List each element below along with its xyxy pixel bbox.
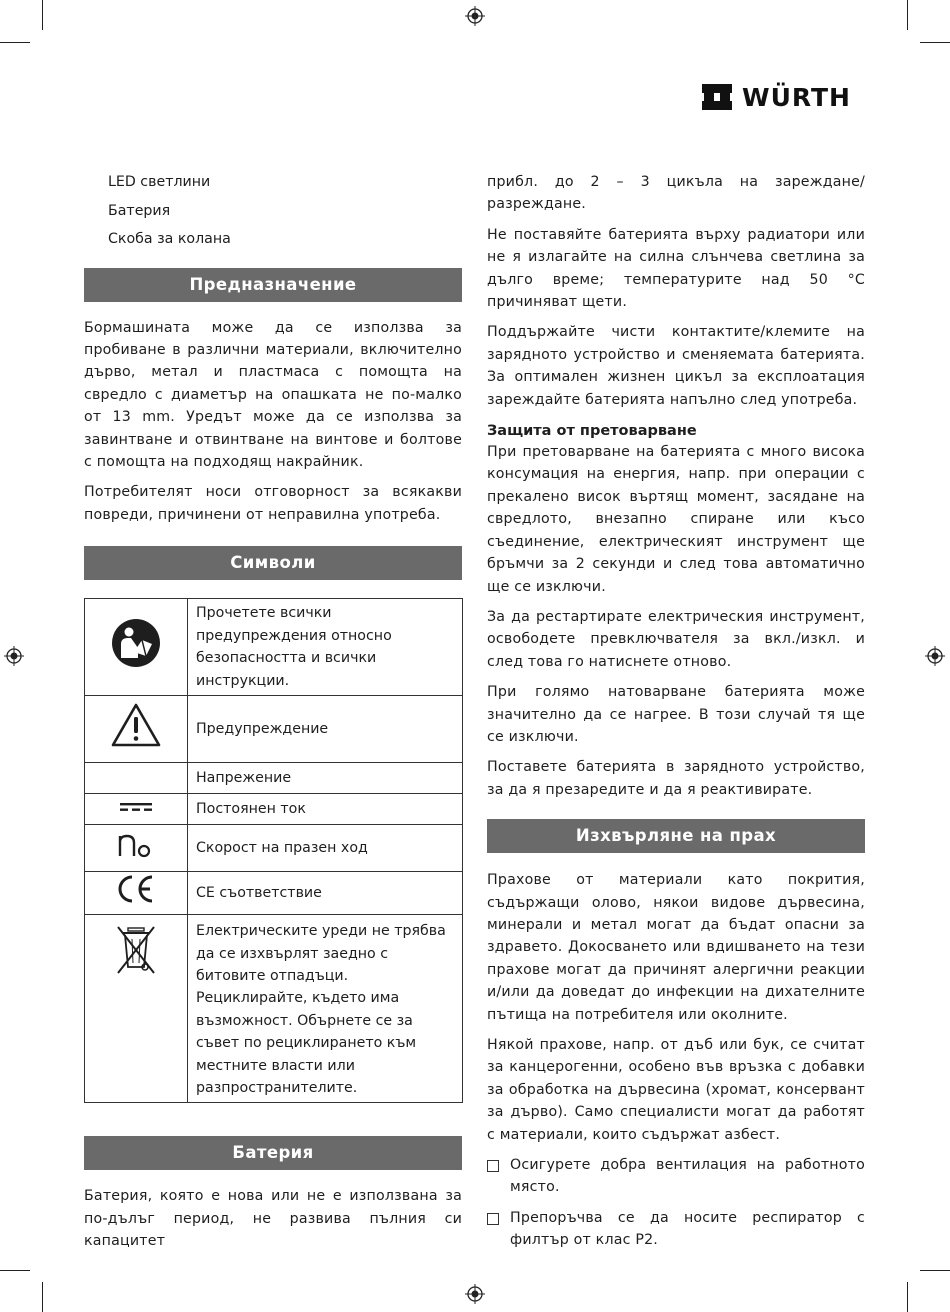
logo-text: WÜRTH — [742, 82, 851, 112]
symbol-description: Предупреждение — [188, 696, 463, 763]
symbol-cell — [85, 872, 188, 915]
responsibility-paragraph: Потребителят носи отговорност за всякакви повреди, причинени от неправилна употреба. — [84, 484, 462, 523]
symbol-description: Прочетете всички предупреждения относно безопасността и всички инструкции. — [188, 599, 463, 696]
battery-contacts-paragraph: Поддържайте чисти контактите/клемите на зарядното устройство и сменяемата батерията. За оптимален жизнен цикъл за експлоатация зареждайте батерията напълно след употреба. — [487, 324, 865, 408]
brand-logo — [700, 80, 851, 114]
list-item — [487, 1207, 865, 1252]
symbol-cell — [85, 915, 188, 1103]
symbols-table — [84, 598, 463, 1103]
ce-mark-icon — [115, 874, 157, 904]
section-heading-symbols: Символи — [84, 546, 462, 580]
table-row — [85, 872, 463, 915]
crop-mark — [907, 0, 908, 30]
checklist-text: Препоръчва се да носите респиратор с филтър от клас P2. — [510, 1209, 865, 1249]
crop-mark — [920, 1270, 950, 1271]
direct-current-icon — [119, 801, 153, 813]
symbol-description: CE съответствие — [188, 872, 463, 915]
section-heading-dust: Изхвърляне на прах — [487, 819, 865, 853]
overload-paragraph: При претоварване на батерията с много висока консумация на енергия, напр. при операции с прекалено висок въртящ момент, засядане на свредлото, внезапно спиране или късо съединение, електрическият инструмент ще бръмчи за 2 секунди и след това автоматично ще се изключи. — [487, 444, 865, 595]
table-row — [85, 794, 463, 825]
registration-mark-icon — [465, 6, 485, 26]
left-column — [84, 170, 462, 1253]
checklist-text: Осигурете добра вентилация на работното място. — [510, 1157, 865, 1196]
wurth-logo-icon — [700, 80, 734, 114]
recharge-paragraph: Поставете батерията в зарядното устройство, за да я презаредите и да я реактивирате. — [487, 759, 865, 798]
crop-mark — [42, 0, 43, 30]
table-row — [85, 696, 463, 763]
crop-mark — [907, 1282, 908, 1312]
battery-paragraph: Батерия, която е нова или не е използвана за по-дълъг период, не развива пълния си капацитет — [84, 1188, 462, 1250]
no-load-speed-icon — [116, 828, 156, 860]
weee-crossed-bin-icon — [114, 923, 158, 977]
voltage-icon — [85, 763, 188, 794]
symbol-cell — [85, 825, 188, 872]
symbol-cell — [85, 696, 188, 763]
warning-triangle-icon — [110, 702, 162, 748]
crop-mark — [0, 42, 30, 43]
battery-cycles-paragraph: прибл. до 2 – 3 цикъла на зареждане/разреждане. — [487, 174, 865, 213]
crop-mark — [42, 1282, 43, 1312]
symbol-description: Напрежение — [188, 763, 463, 794]
table-row — [85, 763, 463, 794]
carcinogen-paragraph: Някой прахове, напр. от дъб или бук, се считат за канцерогенни, особено във връзка с добавки за обработка на дървесина (хромат, консервант за дърво). Само специалисти могат да работят с материали, които съдържат азбест. — [487, 1037, 865, 1143]
restart-paragraph: За да рестартирате електрическия инструмент, освободете превключвателя за вкл./изкл. и след това го натиснете отново. — [487, 608, 865, 670]
list-item: Батерия — [108, 202, 171, 219]
list-item — [487, 1154, 865, 1199]
checkbox-icon — [487, 1213, 499, 1225]
symbol-cell — [85, 599, 188, 696]
registration-mark-icon — [925, 646, 945, 666]
crop-mark — [920, 42, 950, 43]
table-row — [85, 825, 463, 872]
registration-mark-icon — [4, 646, 24, 666]
section-heading-intended-use: Предназначение — [84, 268, 462, 302]
battery-heat-paragraph: Не поставяйте батерията върху радиатори или не я излагайте на силна слънчева светлина за дълго време; температурите над 50 °C причиняват щети. — [487, 226, 865, 311]
list-item: Скоба за колана — [108, 231, 231, 247]
dust-paragraph: Прахове от материали като покрития, съдържащи олово, някои видове дървесина, минерали и метал могат да бъдат опасни за здравето. Докосването или вдишването на тези прахове могат да причинят алергични реакции и/или да доведат до инфекции на дихателните пътища на потребителя или околните. — [487, 872, 865, 1023]
symbol-cell — [85, 794, 188, 825]
table-row — [85, 599, 463, 696]
symbol-description: Електрическите уреди не трябва да се изхвърлят заедно с битовите отпадъци. Рециклирайте, където има възможност. Обърнете се за съвет по рециклирането към местните власти или разпространителите. — [188, 915, 463, 1103]
symbol-description: Постоянен ток — [188, 794, 463, 825]
registration-mark-icon — [465, 1284, 485, 1304]
list-item: LED светлини — [108, 174, 211, 190]
section-heading-battery: Батерия — [84, 1136, 462, 1170]
read-manual-icon — [111, 618, 161, 668]
equipment-list — [84, 168, 462, 254]
intended-use-paragraph: Бормашината може да се използва за пробиване в различни материали, включително дърво, метал и пластмаса с помощта на свредло с диаметър на опашката не по-малко от 13 mm. Уредът може да се използва за завинтване и отвинтване на винтове и болтове с помощта на подходящ накрайник. — [84, 319, 462, 470]
checkbox-icon — [487, 1160, 499, 1172]
crop-mark — [0, 1270, 30, 1271]
table-row — [85, 915, 463, 1103]
heavy-load-paragraph: При голямо натоварване батерията може значително да се нагрее. В този случай тя ще се изключи. — [487, 684, 865, 745]
right-column — [487, 170, 865, 1252]
overload-protection-title: Защита от претоварване — [487, 423, 697, 440]
symbol-description: Скорост на празен ход — [188, 825, 463, 872]
